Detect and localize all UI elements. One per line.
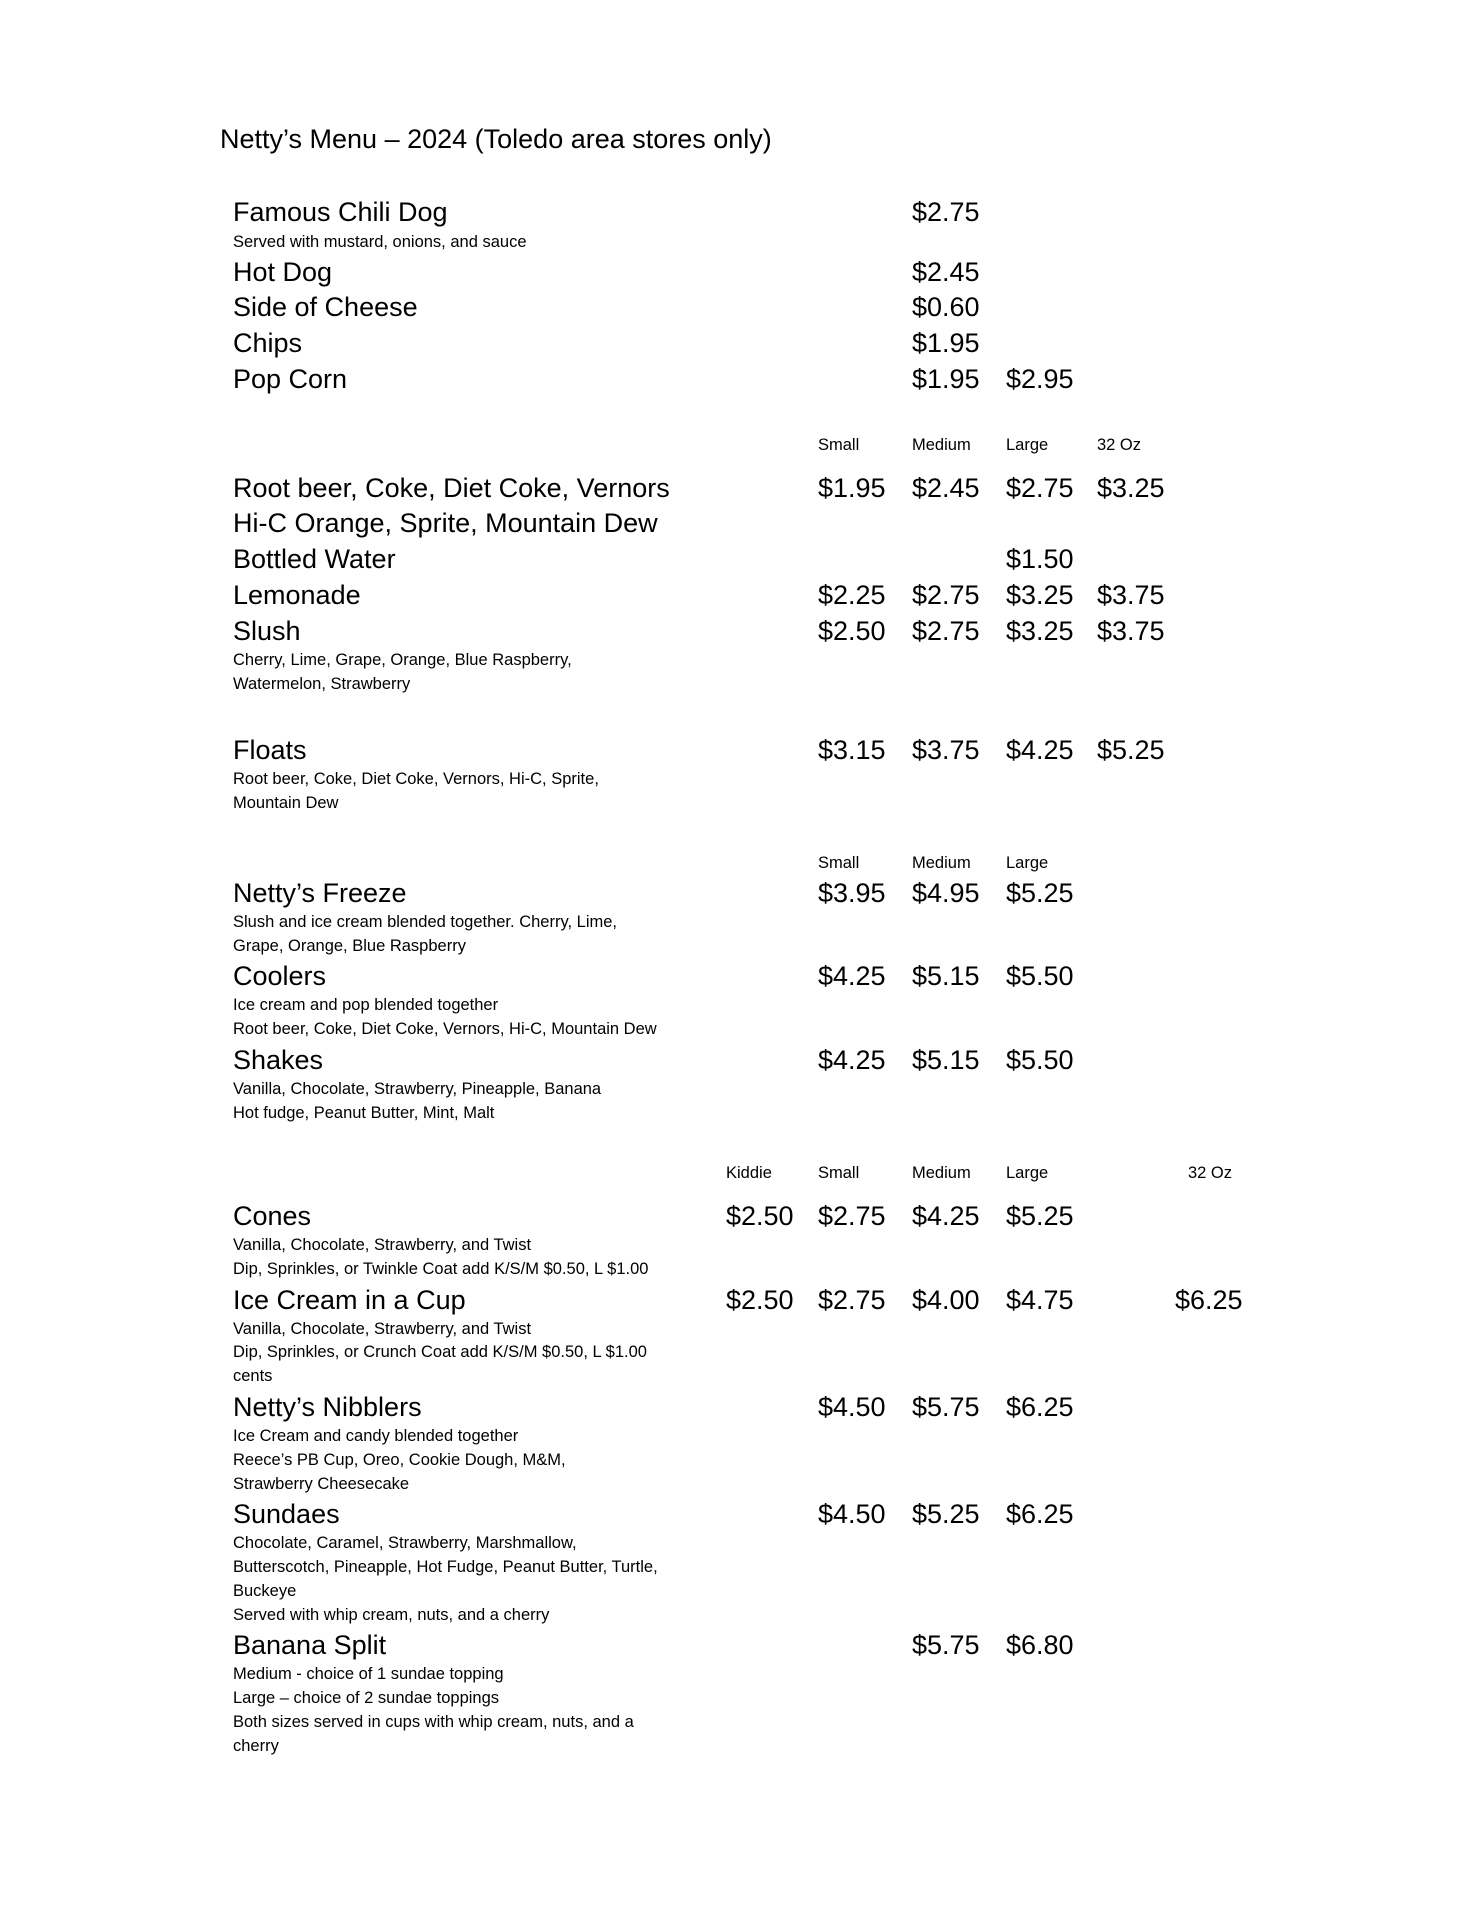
price: $2.75 bbox=[818, 1201, 886, 1231]
price: $2.75 bbox=[912, 616, 980, 646]
item-pop-line-2: Hi-C Orange, Sprite, Mountain Dew bbox=[233, 508, 658, 538]
item-description: Cherry, Lime, Grape, Orange, Blue Raspberry, bbox=[233, 651, 572, 669]
item-bottled-water: Bottled Water bbox=[233, 544, 396, 574]
item-description: Both sizes served in cups with whip cream, nuts, and a bbox=[233, 1713, 634, 1731]
item-side-of-cheese: Side of Cheese bbox=[233, 292, 418, 322]
price: $4.95 bbox=[912, 878, 980, 908]
item-shakes: Shakes bbox=[233, 1045, 324, 1075]
item-banana-split: Banana Split bbox=[233, 1630, 387, 1660]
price: $6.25 bbox=[1175, 1285, 1243, 1315]
price: $2.75 bbox=[912, 197, 980, 227]
price: $5.25 bbox=[1097, 735, 1165, 765]
price: $3.25 bbox=[1097, 473, 1165, 503]
item-description: Large – choice of 2 sundae toppings bbox=[233, 1689, 500, 1707]
price: $4.75 bbox=[1006, 1285, 1074, 1315]
column-header-medium: Medium bbox=[912, 1164, 971, 1182]
price: $2.50 bbox=[818, 616, 886, 646]
item-pop-corn: Pop Corn bbox=[233, 364, 348, 394]
item-description: Reece’s PB Cup, Oreo, Cookie Dough, M&M, bbox=[233, 1451, 566, 1469]
item-ice-cream-in-a-cup: Ice Cream in a Cup bbox=[233, 1285, 466, 1315]
price: $3.95 bbox=[818, 878, 886, 908]
item-description: Vanilla, Chocolate, Strawberry, Pineapple, Banana bbox=[233, 1080, 602, 1098]
item-cones: Cones bbox=[233, 1201, 312, 1231]
price: $3.15 bbox=[818, 735, 886, 765]
column-header-large: Large bbox=[1006, 854, 1049, 872]
item-description: Mountain Dew bbox=[233, 794, 339, 812]
column-header-32oz: 32 Oz bbox=[1097, 436, 1142, 454]
price: $5.75 bbox=[912, 1630, 980, 1660]
price: $0.60 bbox=[912, 292, 980, 322]
item-chips: Chips bbox=[233, 328, 303, 358]
item-famous-chili-dog: Famous Chili Dog bbox=[233, 197, 448, 227]
price: $2.45 bbox=[912, 257, 980, 287]
price: $2.75 bbox=[818, 1285, 886, 1315]
item-description: Ice Cream and candy blended together bbox=[233, 1427, 519, 1445]
column-header-small: Small bbox=[818, 436, 860, 454]
price: $2.95 bbox=[1006, 364, 1074, 394]
price: $4.25 bbox=[912, 1201, 980, 1231]
item-description: cents bbox=[233, 1367, 273, 1385]
item-sundaes: Sundaes bbox=[233, 1499, 340, 1529]
item-description: Ice cream and pop blended together bbox=[233, 996, 499, 1014]
price: $4.25 bbox=[818, 961, 886, 991]
item-nettys-nibblers: Netty’s Nibblers bbox=[233, 1392, 422, 1422]
price: $5.75 bbox=[912, 1392, 980, 1422]
column-header-kiddie: Kiddie bbox=[726, 1164, 772, 1182]
price: $6.25 bbox=[1006, 1392, 1074, 1422]
price: $2.50 bbox=[726, 1201, 794, 1231]
price: $3.75 bbox=[912, 735, 980, 765]
price: $2.50 bbox=[726, 1285, 794, 1315]
price: $5.50 bbox=[1006, 961, 1074, 991]
column-header-medium: Medium bbox=[912, 436, 971, 454]
price: $5.25 bbox=[1006, 1201, 1074, 1231]
price: $5.50 bbox=[1006, 1045, 1074, 1075]
price: $4.25 bbox=[1006, 735, 1074, 765]
price: $2.75 bbox=[1006, 473, 1074, 503]
price: $6.25 bbox=[1006, 1499, 1074, 1529]
price: $1.95 bbox=[912, 328, 980, 358]
item-description: Dip, Sprinkles, or Crunch Coat add K/S/M $0.50, L $1.00 bbox=[233, 1343, 647, 1361]
item-pop: Root beer, Coke, Diet Coke, Vernors bbox=[233, 473, 670, 503]
item-description: Grape, Orange, Blue Raspberry bbox=[233, 937, 466, 955]
item-description: Slush and ice cream blended together. Cherry, Lime, bbox=[233, 913, 617, 931]
price: $6.80 bbox=[1006, 1630, 1074, 1660]
price: $5.25 bbox=[912, 1499, 980, 1529]
item-description: Chocolate, Caramel, Strawberry, Marshmallow, bbox=[233, 1534, 577, 1552]
column-header-medium: Medium bbox=[912, 854, 971, 872]
item-description: Served with whip cream, nuts, and a cherry bbox=[233, 1606, 550, 1624]
page-title: Netty’s Menu – 2024 (Toledo area stores only) bbox=[220, 124, 772, 154]
column-header-32oz: 32 Oz bbox=[1188, 1164, 1233, 1182]
item-description: Vanilla, Chocolate, Strawberry, and Twist bbox=[233, 1236, 532, 1254]
price: $2.75 bbox=[912, 580, 980, 610]
price: $1.50 bbox=[1006, 544, 1074, 574]
price: $2.25 bbox=[818, 580, 886, 610]
item-description: Buckeye bbox=[233, 1582, 297, 1600]
item-description: Vanilla, Chocolate, Strawberry, and Twist bbox=[233, 1320, 532, 1338]
column-header-small: Small bbox=[818, 1164, 860, 1182]
item-description: Strawberry Cheesecake bbox=[233, 1475, 410, 1493]
price: $1.95 bbox=[912, 364, 980, 394]
price: $1.95 bbox=[818, 473, 886, 503]
column-header-small: Small bbox=[818, 854, 860, 872]
price: $5.25 bbox=[1006, 878, 1074, 908]
item-description: Butterscotch, Pineapple, Hot Fudge, Peanut Butter, Turtle, bbox=[233, 1558, 658, 1576]
column-header-large: Large bbox=[1006, 1164, 1049, 1182]
price: $3.25 bbox=[1006, 616, 1074, 646]
item-description: Dip, Sprinkles, or Twinkle Coat add K/S/M $0.50, L $1.00 bbox=[233, 1260, 649, 1278]
price: $4.50 bbox=[818, 1392, 886, 1422]
column-header-large: Large bbox=[1006, 436, 1049, 454]
item-lemonade: Lemonade bbox=[233, 580, 361, 610]
price: $3.75 bbox=[1097, 616, 1165, 646]
item-hot-dog: Hot Dog bbox=[233, 257, 333, 287]
item-description: Medium - choice of 1 sundae topping bbox=[233, 1665, 504, 1683]
price: $3.25 bbox=[1006, 580, 1074, 610]
price: $4.00 bbox=[912, 1285, 980, 1315]
price: $4.50 bbox=[818, 1499, 886, 1529]
price: $3.75 bbox=[1097, 580, 1165, 610]
item-description: Hot fudge, Peanut Butter, Mint, Malt bbox=[233, 1104, 495, 1122]
price: $4.25 bbox=[818, 1045, 886, 1075]
item-floats: Floats bbox=[233, 735, 307, 765]
item-description: Root beer, Coke, Diet Coke, Vernors, Hi-C, Sprite, bbox=[233, 770, 599, 788]
price: $5.15 bbox=[912, 1045, 980, 1075]
price: $5.15 bbox=[912, 961, 980, 991]
item-description: Watermelon, Strawberry bbox=[233, 675, 411, 693]
item-coolers: Coolers bbox=[233, 961, 327, 991]
item-slush: Slush bbox=[233, 616, 301, 646]
item-description: Root beer, Coke, Diet Coke, Vernors, Hi-C, Mountain Dew bbox=[233, 1020, 657, 1038]
item-nettys-freeze: Netty’s Freeze bbox=[233, 878, 407, 908]
item-description: cherry bbox=[233, 1737, 279, 1755]
price: $2.45 bbox=[912, 473, 980, 503]
item-description: Served with mustard, onions, and sauce bbox=[233, 233, 527, 251]
